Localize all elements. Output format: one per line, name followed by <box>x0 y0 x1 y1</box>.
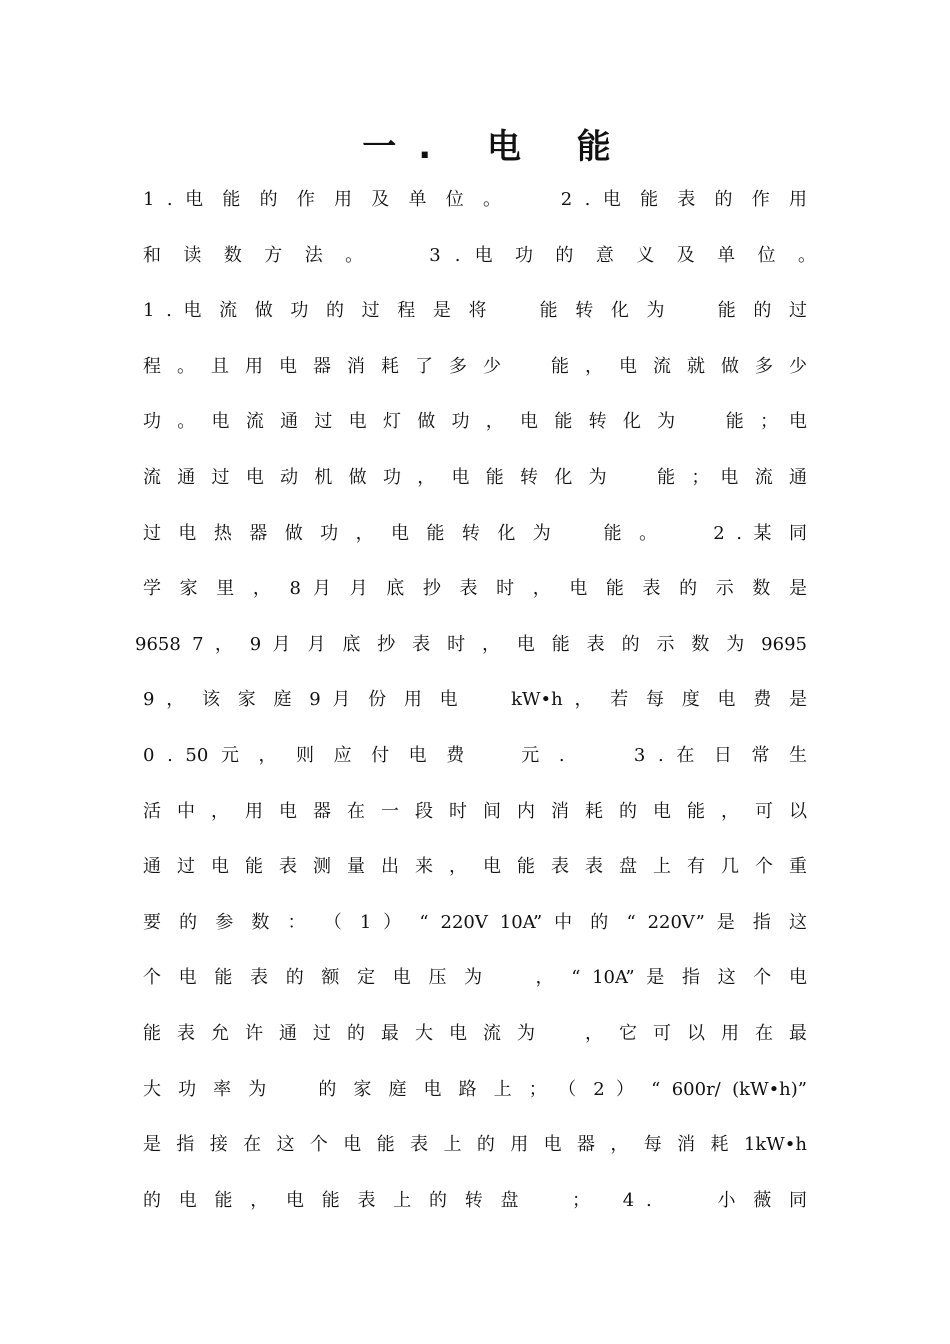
body-text <box>135 180 915 1236</box>
text-line: 0 . 50 元 ， 则 应 付 电 费 元 . 3 . 在 日 常 生 <box>143 744 807 766</box>
text-line: 要 的 参 数 ： （ 1 ） “ 220V 10A” 中 的 “ 220V” 是 指 这 <box>143 911 807 933</box>
text-line: 和 读 数 方 法 。 3 . 电 功 的 意 义 及 单 位 。 <box>143 244 915 266</box>
text-line: 1 . 电 流 做 功 的 过 程 是 将 能 转 化 为 能 的 过 <box>143 300 807 322</box>
text-line: 学 家 里 ， 8 月 月 底 抄 表 时 ， 电 能 表 的 示 数 是 <box>143 578 831 600</box>
text-line: 程 。 且 用 电 器 消 耗 了 多 少 能 ， 电 流 就 做 多 少 <box>143 355 807 377</box>
text-line: 过 电 热 器 做 功 ， 电 能 转 化 为 能 。 2 . 某 同 <box>143 522 807 544</box>
text-line: 通 过 电 能 表 测 量 出 来 ， 电 能 表 表 盘 上 有 几 个 重 <box>143 856 807 878</box>
text-line: 的 电 能 ， 电 能 表 上 的 转 盘 ； 4 . 小 薇 同 <box>143 1189 807 1211</box>
page-title: 一. 电 能 <box>362 127 633 167</box>
text-line: 9 ， 该 家 庭 9 月 份 用 电 kW•h ， 若 每 度 电 费 是 <box>143 689 807 711</box>
text-line: 能 表 允 许 通 过 的 最 大 电 流 为 ， 它 可 以 用 在 最 <box>143 1022 807 1044</box>
text-line: 大 功 率 为 的 家 庭 电 路 上 ； （ 2 ） “ 600r/ (kW•h)” <box>143 1078 807 1100</box>
text-line: 活 中 ， 用 电 器 在 一 段 时 间 内 消 耗 的 电 能 ， 可 以 <box>143 800 807 822</box>
text-line: 是 指 接 在 这 个 电 能 表 上 的 用 电 器 ， 每 消 耗 1kW•h <box>143 1134 807 1156</box>
text-line: 个 电 能 表 的 额 定 电 压 为 ， “ 10A” 是 指 这 个 电 <box>143 967 807 989</box>
text-line: 9658 7 ， 9 月 月 底 抄 表 时 ， 电 能 表 的 示 数 为 9695 <box>135 633 807 655</box>
text-line: 功 。 电 流 通 过 电 灯 做 功 ， 电 能 转 化 为 能 ； 电 <box>143 411 807 433</box>
text-line: 1 . 电 能 的 作 用 及 单 位 。 2 . 电 能 表 的 作 用 <box>143 189 807 210</box>
text-line: 流 通 过 电 动 机 做 功 ， 电 能 转 化 为 能 ； 电 流 通 <box>143 466 807 488</box>
